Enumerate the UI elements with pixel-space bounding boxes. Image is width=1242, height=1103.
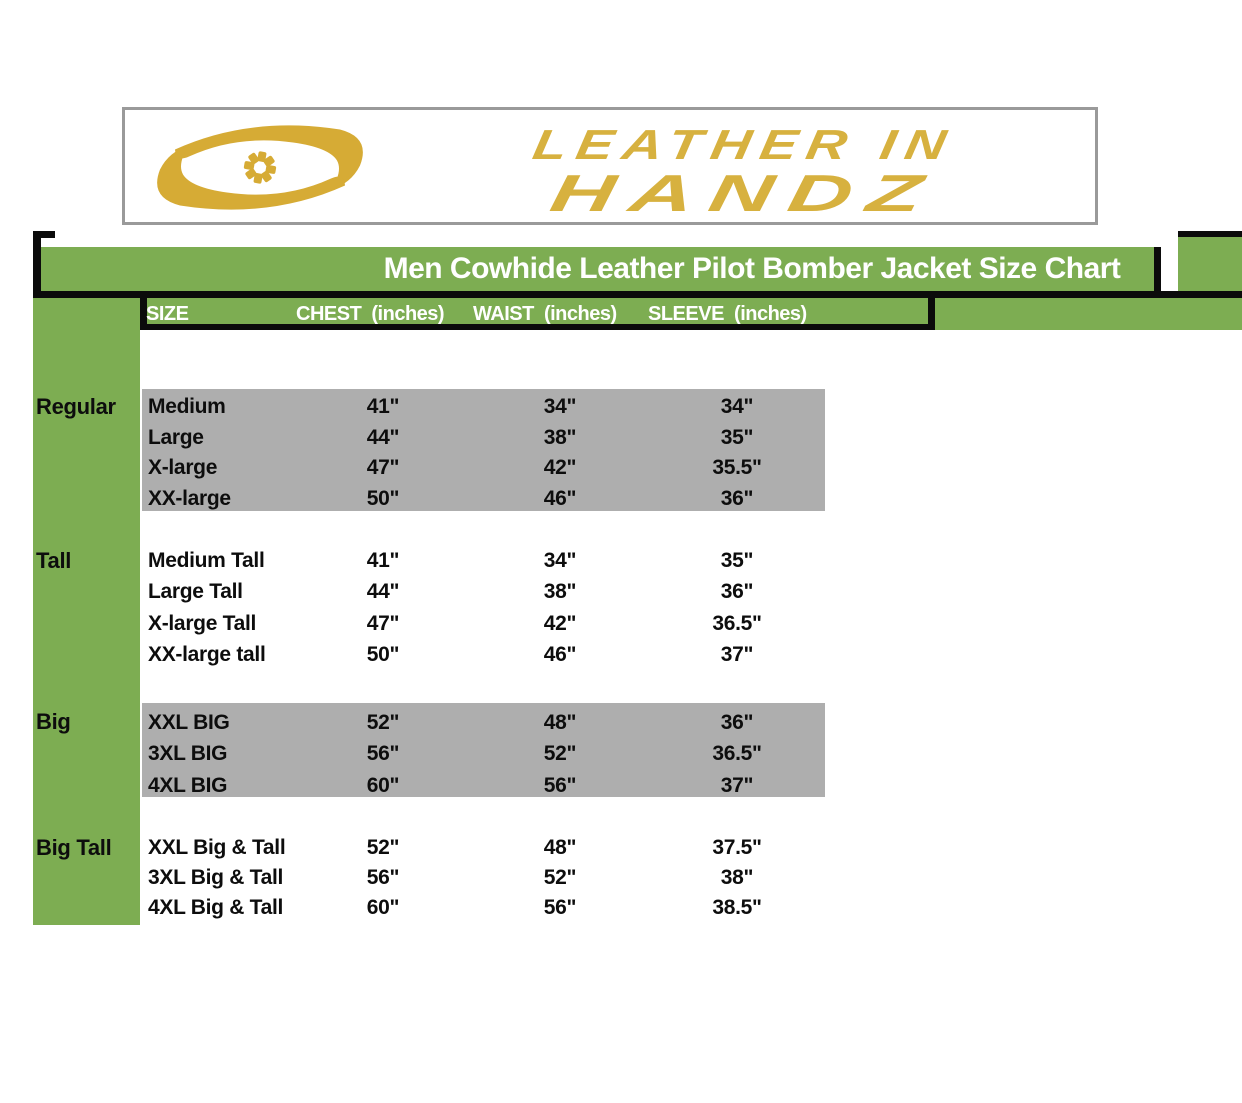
table-row bbox=[142, 608, 935, 640]
table-row bbox=[142, 392, 935, 423]
table-row bbox=[142, 577, 935, 609]
size-cell: X-large Tall bbox=[148, 611, 257, 635]
waist-cell: 56" bbox=[543, 773, 577, 797]
waist-cell: 34" bbox=[543, 395, 577, 419]
waist-cell: 42" bbox=[543, 611, 577, 635]
waist-cell: 34" bbox=[543, 548, 577, 572]
waist-cell: 52" bbox=[543, 866, 577, 889]
category-label-tall: Tall bbox=[36, 548, 72, 573]
table-row bbox=[142, 833, 935, 863]
table-row bbox=[142, 640, 935, 672]
size-cell: Medium bbox=[148, 395, 226, 419]
column-header-size: SIZE bbox=[146, 303, 189, 325]
chest-cell: 50" bbox=[366, 486, 400, 510]
section-tall bbox=[142, 545, 935, 671]
sleeve-cell: 35" bbox=[720, 548, 754, 572]
brand-wordmark-line2: HANDZ bbox=[545, 165, 943, 223]
sleeve-cell: 36.5" bbox=[712, 742, 762, 766]
waist-cell: 52" bbox=[543, 742, 577, 766]
table-row bbox=[142, 739, 935, 771]
sleeve-cell: 36" bbox=[720, 580, 754, 604]
size-cell: XX-large bbox=[148, 486, 231, 510]
size-cell: XX-large tall bbox=[148, 643, 266, 667]
waist-cell: 42" bbox=[543, 456, 577, 480]
page-title: Men Cowhide Leather Pilot Bomber Jacket Size Chart bbox=[383, 252, 1121, 285]
category-label-big-tall: Big Tall bbox=[36, 835, 112, 860]
table-row bbox=[142, 453, 935, 484]
chest-cell: 52" bbox=[366, 710, 400, 734]
size-cell: 4XL Big & Tall bbox=[148, 896, 284, 919]
chest-cell: 41" bbox=[366, 548, 400, 572]
chest-cell: 47" bbox=[366, 611, 400, 635]
table-row bbox=[142, 770, 935, 802]
waist-cell: 38" bbox=[543, 580, 577, 604]
table-row bbox=[142, 893, 935, 923]
sleeve-cell: 37" bbox=[720, 773, 754, 797]
chest-cell: 44" bbox=[366, 580, 400, 604]
chest-cell: 41" bbox=[366, 395, 400, 419]
waist-cell: 56" bbox=[543, 896, 577, 919]
waist-cell: 46" bbox=[543, 643, 577, 667]
waist-cell: 48" bbox=[543, 836, 577, 859]
chest-cell: 56" bbox=[366, 866, 400, 889]
column-header-sleeve: SLEEVE (inches) bbox=[648, 303, 807, 325]
sleeve-cell: 35" bbox=[720, 425, 754, 449]
sleeve-cell: 38.5" bbox=[712, 896, 762, 919]
category-label-big: Big bbox=[36, 709, 71, 734]
brand-wordmark bbox=[405, 118, 1083, 223]
size-cell: XXL BIG bbox=[148, 710, 230, 734]
size-cell: X-large bbox=[148, 456, 218, 480]
section-big bbox=[142, 707, 935, 802]
chest-cell: 50" bbox=[366, 643, 400, 667]
title-banner bbox=[41, 247, 1161, 291]
sleeve-cell: 35.5" bbox=[712, 456, 762, 480]
size-cell: 4XL BIG bbox=[148, 773, 228, 797]
table-row bbox=[142, 423, 935, 454]
waist-cell: 38" bbox=[543, 425, 577, 449]
size-cell: XXL Big & Tall bbox=[148, 836, 286, 859]
size-cell: Large bbox=[148, 425, 204, 449]
table-row bbox=[142, 863, 935, 893]
section-big-tall bbox=[142, 833, 935, 923]
chest-cell: 44" bbox=[366, 425, 400, 449]
waist-cell: 48" bbox=[543, 710, 577, 734]
sleeve-cell: 37.5" bbox=[712, 836, 762, 859]
banner-right-block bbox=[1178, 237, 1242, 291]
chest-cell: 60" bbox=[366, 896, 400, 919]
table-row bbox=[142, 484, 935, 515]
waist-cell: 46" bbox=[543, 486, 577, 510]
table-row bbox=[142, 707, 935, 739]
size-cell: 3XL BIG bbox=[148, 742, 228, 766]
sleeve-cell: 37" bbox=[720, 643, 754, 667]
sleeve-cell: 34" bbox=[720, 395, 754, 419]
chest-cell: 52" bbox=[366, 836, 400, 859]
size-cell: 3XL Big & Tall bbox=[148, 866, 284, 889]
brand-logo-box bbox=[122, 107, 1098, 225]
banner-border-bottom bbox=[33, 291, 1242, 298]
section-regular bbox=[142, 392, 935, 514]
sleeve-cell: 38" bbox=[720, 866, 754, 889]
size-cell: Large Tall bbox=[148, 580, 243, 604]
sleeve-cell: 36" bbox=[720, 486, 754, 510]
category-label-regular: Regular bbox=[36, 394, 116, 419]
chest-cell: 60" bbox=[366, 773, 400, 797]
chest-cell: 47" bbox=[366, 456, 400, 480]
column-header-chest: CHEST (inches) bbox=[296, 303, 445, 325]
table-row bbox=[142, 545, 935, 577]
chest-cell: 56" bbox=[366, 742, 400, 766]
sleeve-cell: 36.5" bbox=[712, 611, 762, 635]
column-header-waist: WAIST (inches) bbox=[473, 303, 617, 325]
sleeve-cell: 36" bbox=[720, 710, 754, 734]
size-cell: Medium Tall bbox=[148, 548, 265, 572]
brand-wordmark-line1: LEATHER IN bbox=[529, 121, 959, 168]
banner-border-left bbox=[33, 231, 41, 298]
